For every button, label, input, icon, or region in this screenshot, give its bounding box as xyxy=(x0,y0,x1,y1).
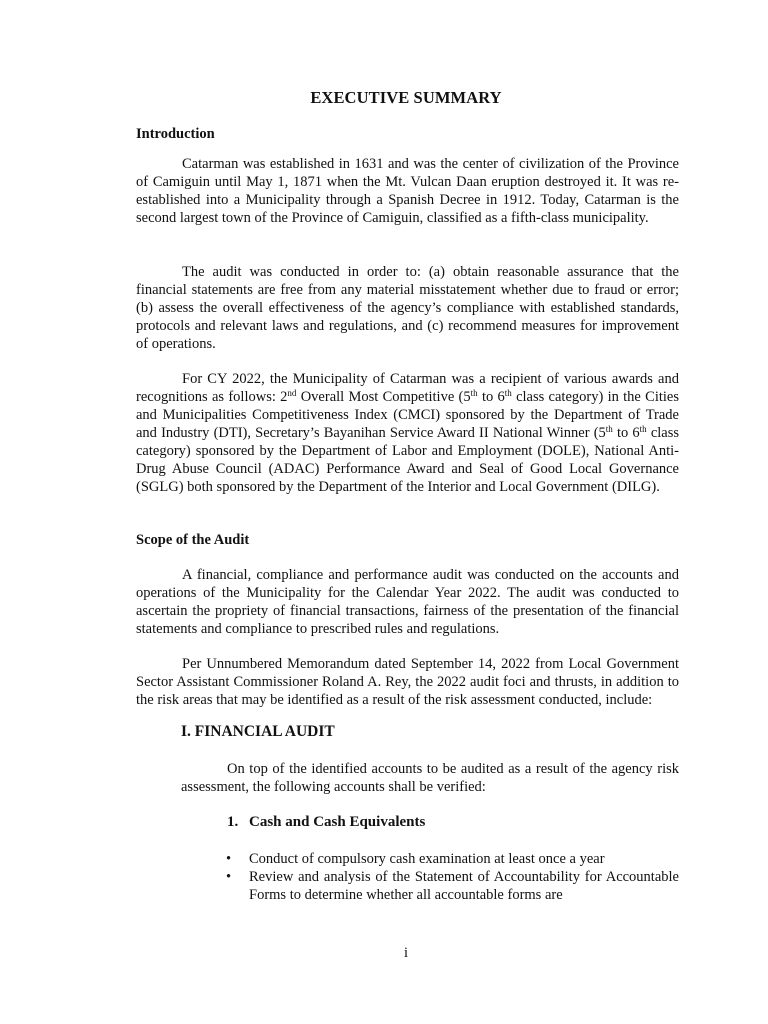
scope-heading: Scope of the Audit xyxy=(136,532,250,548)
financial-audit-heading: I. FINANCIAL AUDIT xyxy=(181,723,335,740)
financial-audit-paragraph: On top of the identified accounts to be audited as a result of the agency risk assessment, the following accounts shall be verified: xyxy=(181,761,679,795)
introduction-paragraph-1: Catarman was established in 1631 and was the center of civilization of the Province of Camiguin until May 1, 1871 when the Mt. Vulcan Daan eruption destroyed it. It was re-established into a Municipality through a Spanish Decree in 1912. Today, Catarman is the second largest town of the Province of Camiguin, classified as a fifth-class municipality. xyxy=(136,156,679,226)
list-item xyxy=(226,850,679,868)
list-item xyxy=(226,868,679,904)
scope-paragraph-1: A financial, compliance and performance audit was conducted on the accounts and operations of the Municipality for the Calendar Year 2022. The audit was conducted to ascertain the propriety of financial transactions, fairness of the presentation of the financial statements and compliance to prescribed rules and regulations. xyxy=(136,567,679,637)
list-item-text: Conduct of compulsory cash examination at least once a year xyxy=(249,851,605,867)
introduction-heading: Introduction xyxy=(136,126,215,142)
scope-paragraph-2: Per Unnumbered Memorandum dated September 14, 2022 from Local Government Sector Assistant Commissioner Roland A. Rey, the 2022 audit foci and thrusts, in addition to the risk areas that may be identified as a result of the risk assessment conducted, include: xyxy=(136,656,679,708)
page-number: i xyxy=(403,945,409,961)
numbered-item-cash xyxy=(227,813,425,831)
bullet-icon: • xyxy=(226,869,232,885)
item-number: 1. xyxy=(227,814,239,830)
bullet-list xyxy=(226,850,679,904)
bullet-icon: • xyxy=(226,851,232,867)
page-title: EXECUTIVE SUMMARY xyxy=(310,88,502,107)
item-label: Cash and Cash Equivalents xyxy=(249,814,426,830)
list-item-text: Review and analysis of the Statement of Accountability for Accountable Forms to determine whether all accountable forms are xyxy=(249,869,679,903)
introduction-paragraph-2: The audit was conducted in order to: (a) obtain reasonable assurance that the financial statements are free from any material misstatement whether due to fraud or error; (b) assess the overall effectiveness of the agency’s compliance with established standards, protocols and relevant laws and regulations, and (c) recommend measures for improvement of operations. xyxy=(136,264,679,352)
introduction-paragraph-3: For CY 2022, the Municipality of Catarman was a recipient of various awards and recognitions as follows: 2nd Overall Most Competitive (5th to 6th class category) in the Cities and Municipalities Competitiveness Index (CMCI) sponsored by the Department of Trade and Industry (DTI), Secretary’s Bayanihan Service Award II National Winner (5th to 6th class category) sponsored by the Department of Labor and Employment (DOLE), National Anti-Drug Abuse Council (ADAC) Performance Award and Seal of Good Local Governance (SGLG) both sponsored by the Department of the Interior and Local Government (DILG). xyxy=(136,371,680,495)
